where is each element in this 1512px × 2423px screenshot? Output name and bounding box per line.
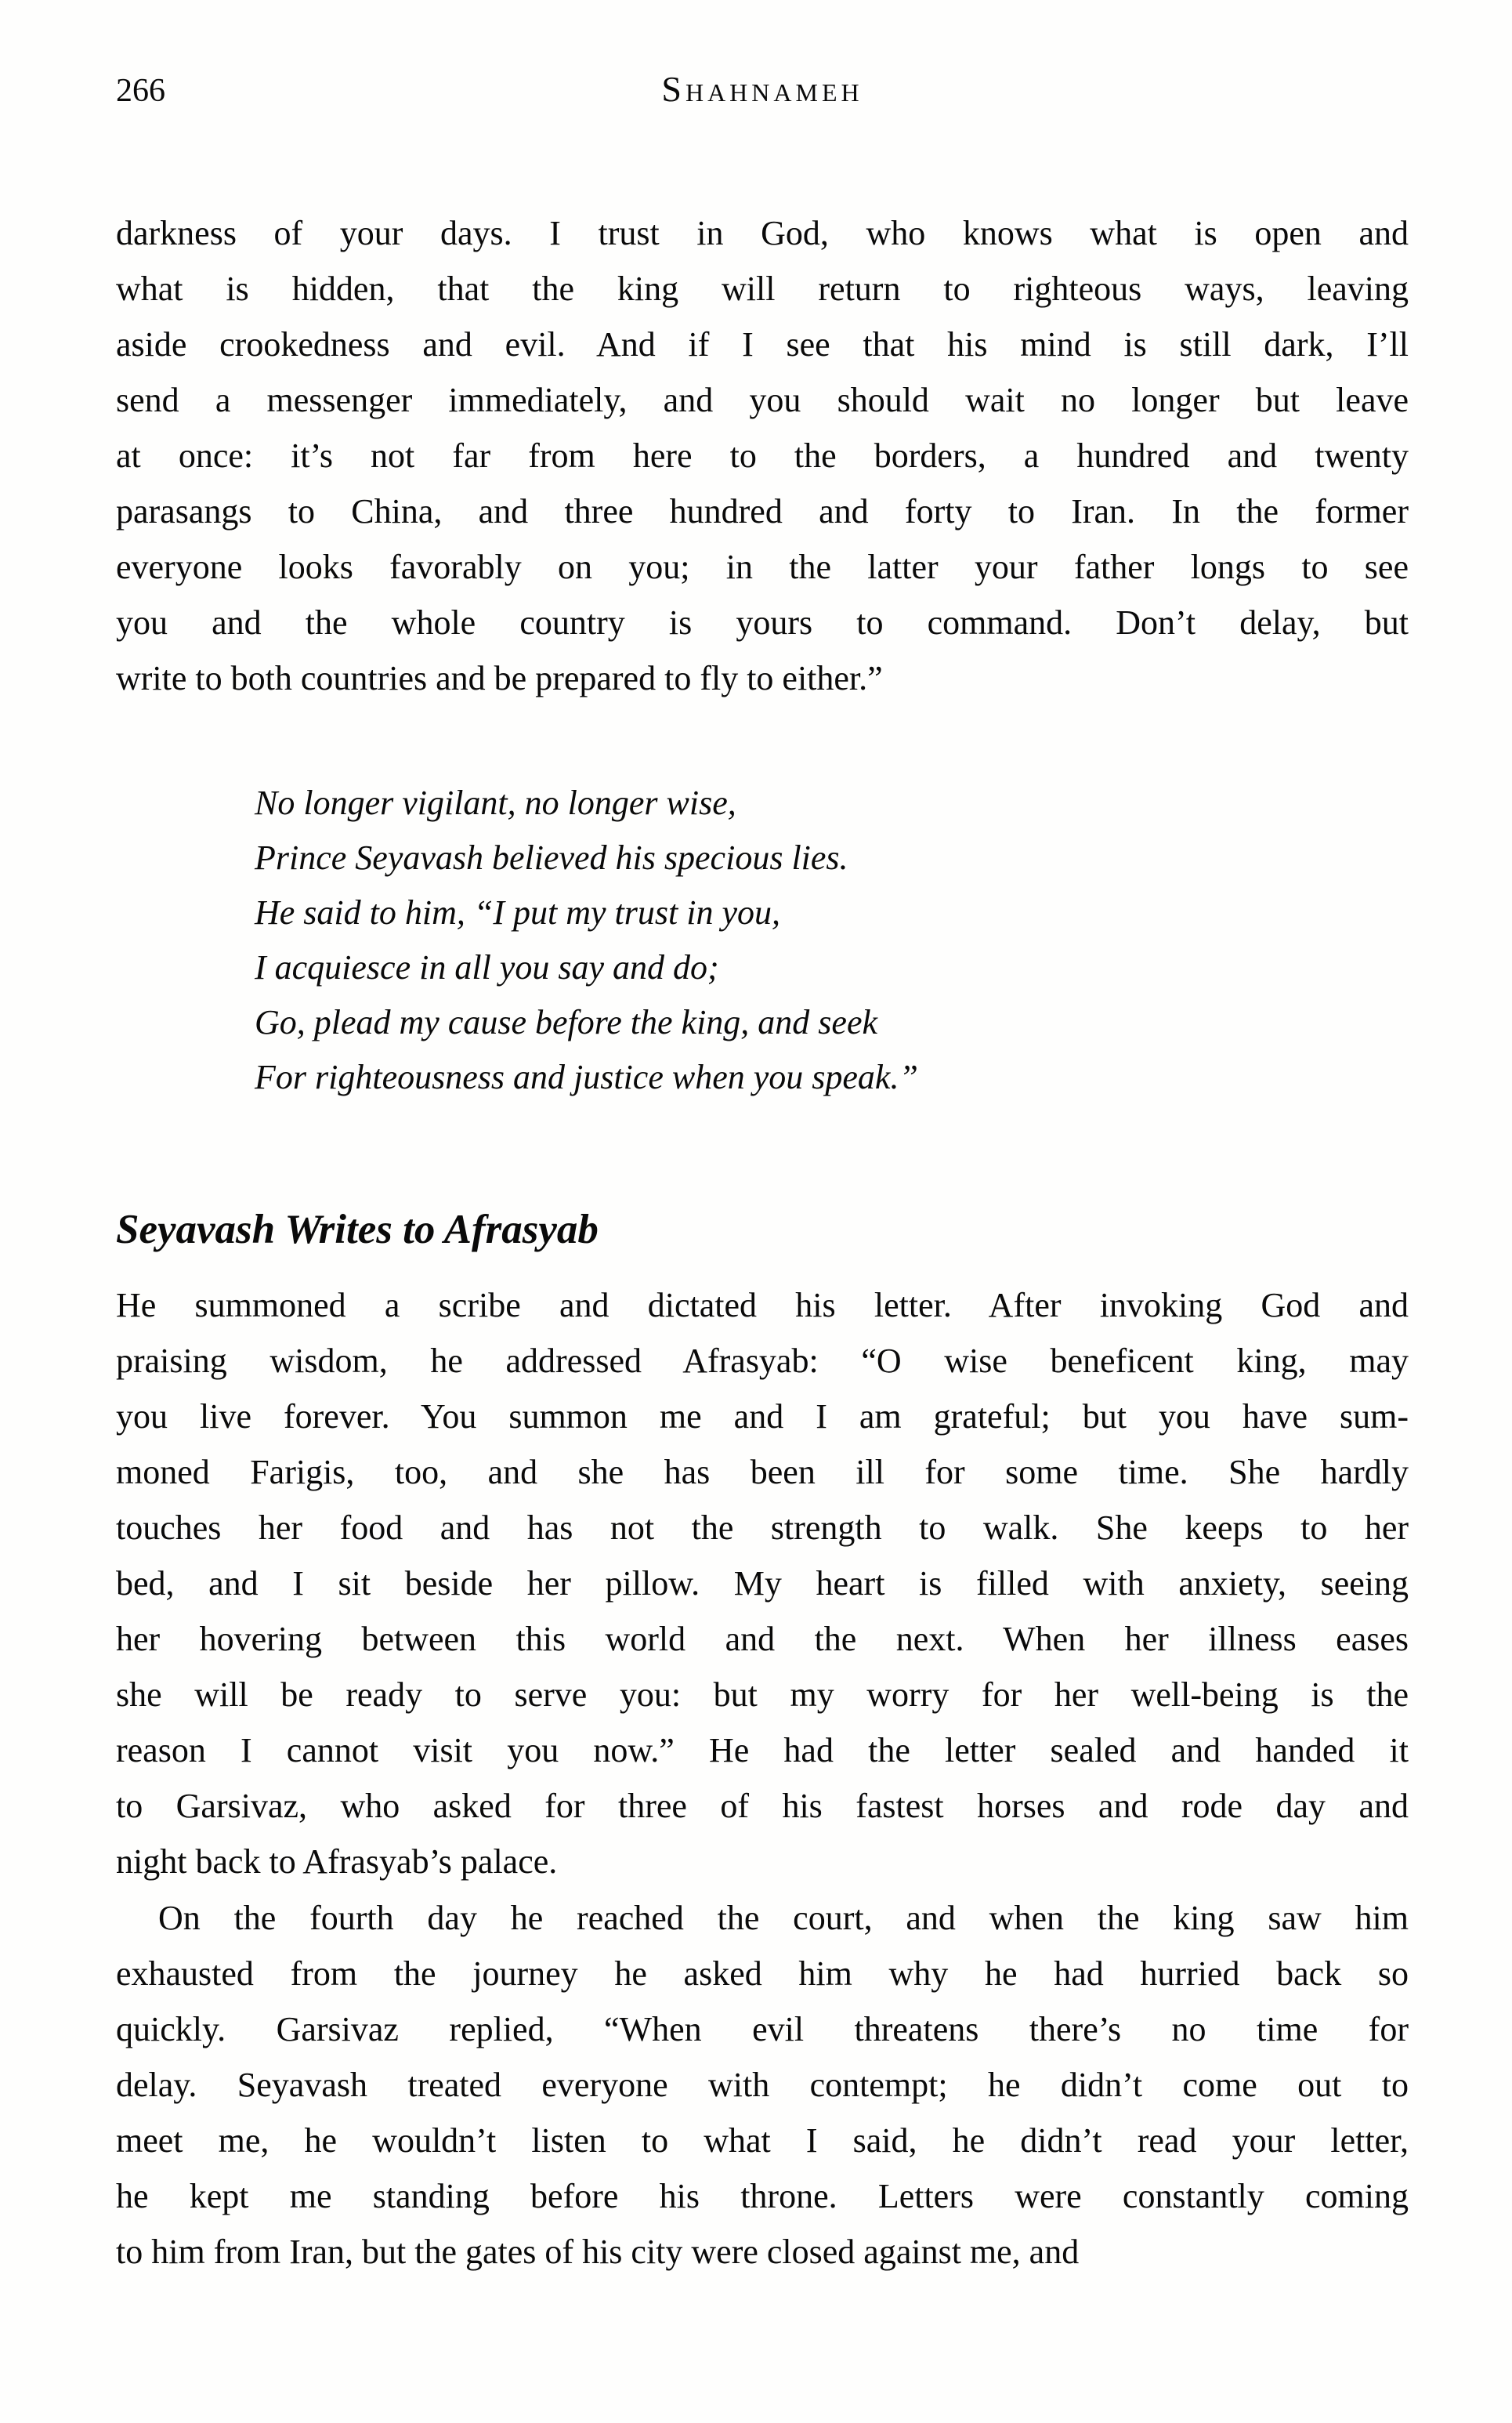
text-line: For righteousness and justice when you speak.” [255, 1058, 918, 1096]
text-line: to Garsivaz, who asked for three of his fastest horses and rode day and [116, 1787, 1409, 1825]
text-line: exhausted from the journey he asked him why he had hurried back so [116, 1954, 1409, 1993]
text-line: meet me, he wouldn’t listen to what I said, he didn’t read your letter, [116, 2121, 1409, 2160]
text-line: bed, and I sit beside her pillow. My heart is filled with anxiety, seeing [116, 1564, 1409, 1603]
text-line: quickly. Garsivaz replied, “When evil threatens there’s no time for [116, 2010, 1409, 2048]
text-line: darkness of your days. I trust in God, who knows what is open and [116, 214, 1409, 252]
text-line: you and the whole country is yours to command. Don’t delay, but [116, 603, 1409, 642]
text-line: reason I cannot visit you now.” He had the letter sealed and handed it [116, 1731, 1409, 1769]
section-heading: Seyavash Writes to Afrasyab [116, 1207, 599, 1252]
text-line: he kept me standing before his throne. Letters were constantly coming [116, 2177, 1409, 2215]
running-title: Shahnameh [661, 69, 863, 109]
text-line: write to both countries and be prepared to fly to either.” [116, 659, 883, 697]
text-line: praising wisdom, he addressed Afrasyab: “O wise beneficent king, may [116, 1342, 1409, 1380]
text-line: to him from Iran, but the gates of his city were closed against me, and [116, 2233, 1080, 2271]
text-line: He said to him, “I put my trust in you, [255, 893, 780, 932]
text-line: you live forever. You summon me and I am grateful; but you have sum- [116, 1397, 1409, 1436]
text-line: she will be ready to serve you: but my worry for her well-being is the [116, 1675, 1409, 1714]
text-line: night back to Afrasyab’s palace. [116, 1842, 558, 1881]
text-line: moned Farigis, too, and she has been ill for some time. She hardly [116, 1453, 1409, 1491]
text-line: send a messenger immediately, and you should wait no longer but leave [116, 381, 1409, 419]
page-header [116, 69, 1409, 116]
text-line: her hovering between this world and the next. When her illness eases [116, 1620, 1409, 1658]
text-line: On the fourth day he reached the court, and when the king saw him [158, 1899, 1409, 1937]
text-line: what is hidden, that the king will return to righteous ways, leaving [116, 270, 1409, 308]
text-line: I acquiesce in all you say and do; [255, 948, 719, 987]
body-paragraph-2 [116, 1277, 1409, 1889]
text-line: at once: it’s not far from here to the borders, a hundred and twenty [116, 436, 1409, 475]
page-number: 266 [116, 73, 165, 109]
body-paragraph-3 [116, 1890, 1409, 2280]
text-line: Prince Seyavash believed his specious lies. [255, 838, 848, 877]
body-paragraph-1 [116, 205, 1409, 706]
text-line: everyone looks favorably on you; in the latter your father longs to see [116, 548, 1409, 586]
verse-block [255, 776, 1289, 1105]
text-line: parasangs to China, and three hundred and forty to Iran. In the former [116, 492, 1409, 531]
text-line: No longer vigilant, no longer wise, [255, 784, 736, 822]
text-line: touches her food and has not the strength to walk. She keeps to her [116, 1508, 1409, 1547]
text-line: delay. Seyavash treated everyone with contempt; he didn’t come out to [116, 2066, 1409, 2104]
text-line: He summoned a scribe and dictated his letter. After invoking God and [116, 1286, 1409, 1324]
text-line: Go, plead my cause before the king, and seek [255, 1003, 878, 1041]
text-line: aside crookedness and evil. And if I see that his mind is still dark, I’ll [116, 325, 1409, 364]
